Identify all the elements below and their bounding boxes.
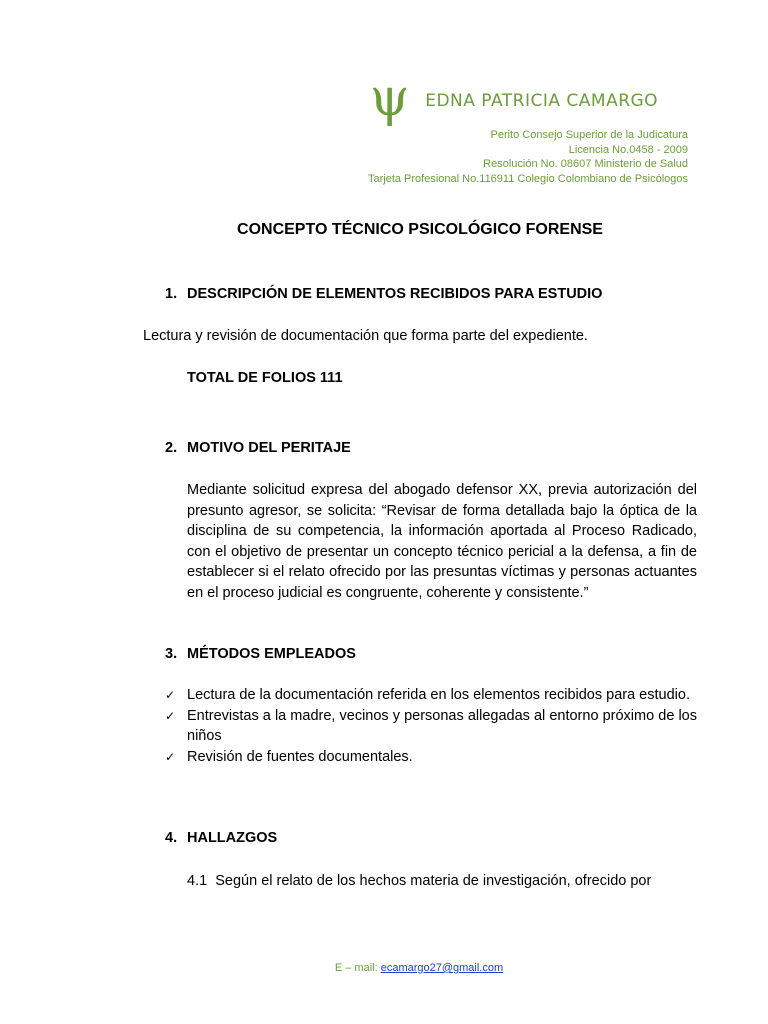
footer — [0, 962, 768, 974]
checkmark-icon: ✓ — [165, 749, 176, 764]
section-title: HALLAZGOS — [187, 830, 278, 846]
psi-logo-icon: ψ — [370, 66, 410, 128]
list-item: ✓ Lectura de la documentación referida en los elementos recibidos para estudio. — [165, 685, 697, 706]
section-number: 2. — [165, 440, 178, 456]
credential-line: Resolución No. 08607 Ministerio de Salud — [483, 158, 688, 170]
credential-line: Perito Consejo Superior de la Judicatura — [490, 129, 688, 141]
section-1-heading — [165, 286, 602, 302]
credentials-block — [368, 128, 688, 186]
section-number: 3. — [165, 646, 178, 662]
section-2-heading — [165, 440, 351, 456]
section-1-text: Lectura y revisión de documentación que forma parte del expediente. — [143, 328, 588, 344]
letterhead — [370, 66, 659, 128]
checkmark-icon: ✓ — [165, 688, 176, 702]
list-item: ✓ Entrevistas a la madre, vecinos y personas allegadas al entorno próximo de los niños — [165, 706, 697, 747]
list-item: ✓ Revisión de fuentes documentales. — [165, 747, 697, 768]
subsection-text: Según el relato de los hechos materia de investigación, ofrecido por — [215, 873, 652, 889]
section-number: 4. — [165, 830, 178, 846]
section-title: MÉTODOS EMPLEADOS — [187, 646, 356, 662]
subsection-4-1 — [187, 871, 707, 892]
subsection-number: 4.1 — [187, 873, 208, 889]
section-title: MOTIVO DEL PERITAJE — [187, 440, 351, 456]
methods-list — [165, 685, 697, 767]
credential-line: Tarjeta Profesional No.116911 Colegio Colombiano de Psicólogos — [367, 172, 688, 185]
document-title: CONCEPTO TÉCNICO PSICOLÓGICO FORENSE — [237, 221, 603, 238]
author-name: EDNA PATRICIA CAMARGO — [425, 91, 659, 111]
credential-line: Licencia No.0458 - 2009 — [568, 143, 688, 156]
section-title: DESCRIPCIÓN DE ELEMENTOS RECIBIDOS PARA ESTUDIO — [187, 286, 603, 302]
section-2-text: Mediante solicitud expresa del abogado defensor XX, previa autorización del presunto agresor, se solicita: “Revisar de forma detallada bajo la óptica de la disciplina de su competencia, la información aportada al Proceso Radicado, con el objetivo de presentar un concepto técnico pericial a la defensa, a fin de establecer si el relato ofrecido por las presuntas víctimas y personas actuantes en el proceso judicial es congruente, coherente y consistente.” — [187, 482, 697, 601]
total-folios: TOTAL DE FOLIOS 111 — [187, 370, 343, 386]
section-number: 1. — [165, 286, 178, 302]
checkmark-icon: ✓ — [165, 708, 176, 723]
section-4-heading — [165, 830, 277, 846]
section-3-heading — [165, 646, 356, 662]
email-label: E – mail: — [334, 962, 378, 974]
email-link[interactable]: ecamargo27@gmail.com — [380, 962, 504, 974]
